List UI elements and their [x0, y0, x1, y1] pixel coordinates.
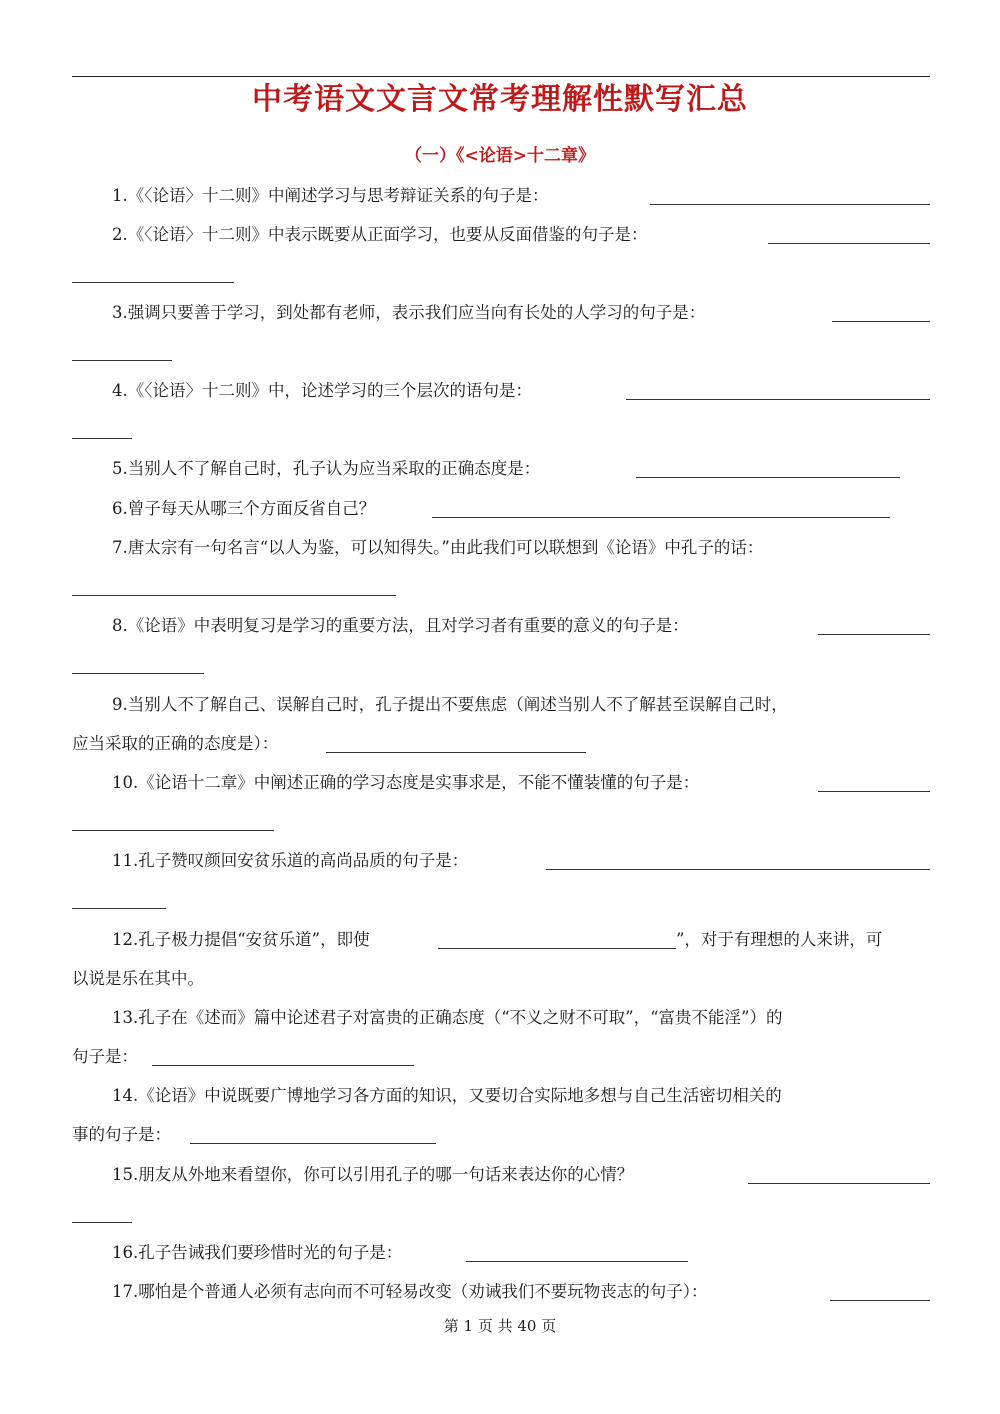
answer-blank[interactable]: [832, 321, 930, 322]
answer-blank[interactable]: [636, 477, 900, 478]
question-text: 2.《〈论语〉十二则》中表示既要从正面学习，也要从反面借鉴的句子是：: [112, 225, 648, 244]
question-17: [72, 1277, 930, 1307]
answer-blank[interactable]: [748, 1183, 930, 1184]
question-12: [112, 925, 438, 955]
question-text: 6.曾子每天从哪三个方面反省自己？: [112, 499, 376, 518]
answer-blank[interactable]: [650, 204, 930, 205]
question-13: [72, 1003, 930, 1033]
question-11: [72, 846, 930, 876]
answer-blank-continued[interactable]: [72, 830, 274, 831]
question-6: [72, 494, 930, 524]
answer-blank[interactable]: [818, 791, 930, 792]
question-14: [72, 1081, 930, 1111]
answer-blank[interactable]: [326, 752, 586, 753]
question-text: 16.孔子告诫我们要珍惜时光的句子是：: [112, 1243, 403, 1262]
answer-blank-continued[interactable]: [72, 282, 234, 283]
question-text: 3.强调只要善于学习，到处都有老师，表示我们应当向有长处的人学习的句子是：: [112, 303, 706, 322]
answer-blank[interactable]: [190, 1143, 436, 1144]
question-text-line-2: 以说是乐在其中。: [72, 969, 204, 988]
question-text: 10.《论语十二章》中阐述正确的学习态度是实事求是，不能不懂装懂的句子是：: [112, 773, 700, 792]
question-text: 4.《〈论语〉十二则》中，论述学习的三个层次的语句是：: [112, 381, 532, 400]
question-1: [72, 181, 930, 211]
question-16: [72, 1238, 930, 1268]
question-text: 11.孔子赞叹颜回安贫乐道的高尚品质的句子是：: [112, 851, 469, 870]
question-14-continued: [72, 1120, 930, 1150]
answer-blank[interactable]: [546, 869, 930, 870]
question-text-line-2: 事的句子是：: [72, 1125, 171, 1144]
answer-blank[interactable]: [626, 399, 930, 400]
question-10: [72, 768, 930, 798]
question-text-line-1: 13.孔子在《述而》篇中论述君子对富贵的正确态度（“不义之财不可取”，“富贵不能淫”）的: [112, 1008, 783, 1027]
answer-blank[interactable]: [438, 948, 676, 949]
question-text-line-1: 14.《论语》中说既要广博地学习各方面的知识，又要切合实际地多想与自己生活密切相关的: [112, 1086, 782, 1105]
question-12-tail: [676, 925, 930, 955]
answer-blank-continued[interactable]: [72, 908, 166, 909]
answer-blank-continued[interactable]: [72, 673, 204, 674]
question-8: [72, 611, 930, 641]
question-5: [72, 454, 930, 484]
question-text-line-1: 9.当别人不了解自己、误解自己时，孔子提出不要焦虑（阐述当别人不了解甚至误解自己时，: [112, 695, 788, 714]
answer-blank[interactable]: [830, 1300, 930, 1301]
question-12-continued: [72, 964, 930, 994]
question-text-line-2: 应当采取的正确的态度是）：: [72, 734, 279, 753]
answer-blank[interactable]: [768, 243, 930, 244]
question-7: [72, 533, 930, 563]
section-title: （一）《<论语>十二章》: [405, 146, 595, 166]
answer-blank[interactable]: [818, 634, 930, 635]
question-3: [72, 298, 930, 328]
document-title: 中考语文文言文常考理解性默写汇总: [252, 82, 748, 117]
question-text: 8.《论语》中表明复习是学习的重要方法，且对学习者有重要的意义的句子是：: [112, 616, 689, 635]
question-text: 7.唐太宗有一句名言“以人为鉴，可以知得失。”由此我们可以联想到《论语》中孔子的话：: [112, 538, 764, 557]
question-13-continued: [72, 1042, 930, 1072]
answer-blank-continued[interactable]: [72, 1222, 132, 1223]
answer-blank[interactable]: [72, 595, 396, 596]
answer-blank[interactable]: [152, 1065, 414, 1066]
question-15: [72, 1160, 930, 1190]
question-4: [72, 376, 930, 406]
question-9: [72, 690, 930, 720]
question-text: 15.朋友从外地来看望你，你可以引用孔子的哪一句话来表达你的心情？: [112, 1165, 634, 1184]
question-text-line-2: 句子是：: [72, 1047, 138, 1066]
answer-blank[interactable]: [432, 517, 890, 518]
question-2: [72, 220, 930, 250]
answer-blank[interactable]: [466, 1261, 688, 1262]
answer-blank-continued[interactable]: [72, 360, 172, 361]
question-text-after-blank: ”，对于有理想的人来讲，可: [676, 930, 883, 949]
answer-blank-continued[interactable]: [72, 438, 132, 439]
top-rule: [72, 76, 930, 77]
question-9-continued: [72, 729, 930, 759]
question-text: 17.哪怕是个普通人必须有志向而不可轻易改变（劝诫我们不要玩物丧志的句子）：: [112, 1282, 708, 1301]
question-text: 1.《〈论语〉十二则》中阐述学习与思考辩证关系的句子是：: [112, 186, 549, 205]
question-text-before-blank: 12.孔子极力提倡“安贫乐道”，即使: [112, 930, 370, 949]
question-text: 5.当别人不了解自己时，孔子认为应当采取的正确态度是：: [112, 459, 541, 478]
page-footer: 第 1 页 共 40 页: [443, 1317, 557, 1335]
